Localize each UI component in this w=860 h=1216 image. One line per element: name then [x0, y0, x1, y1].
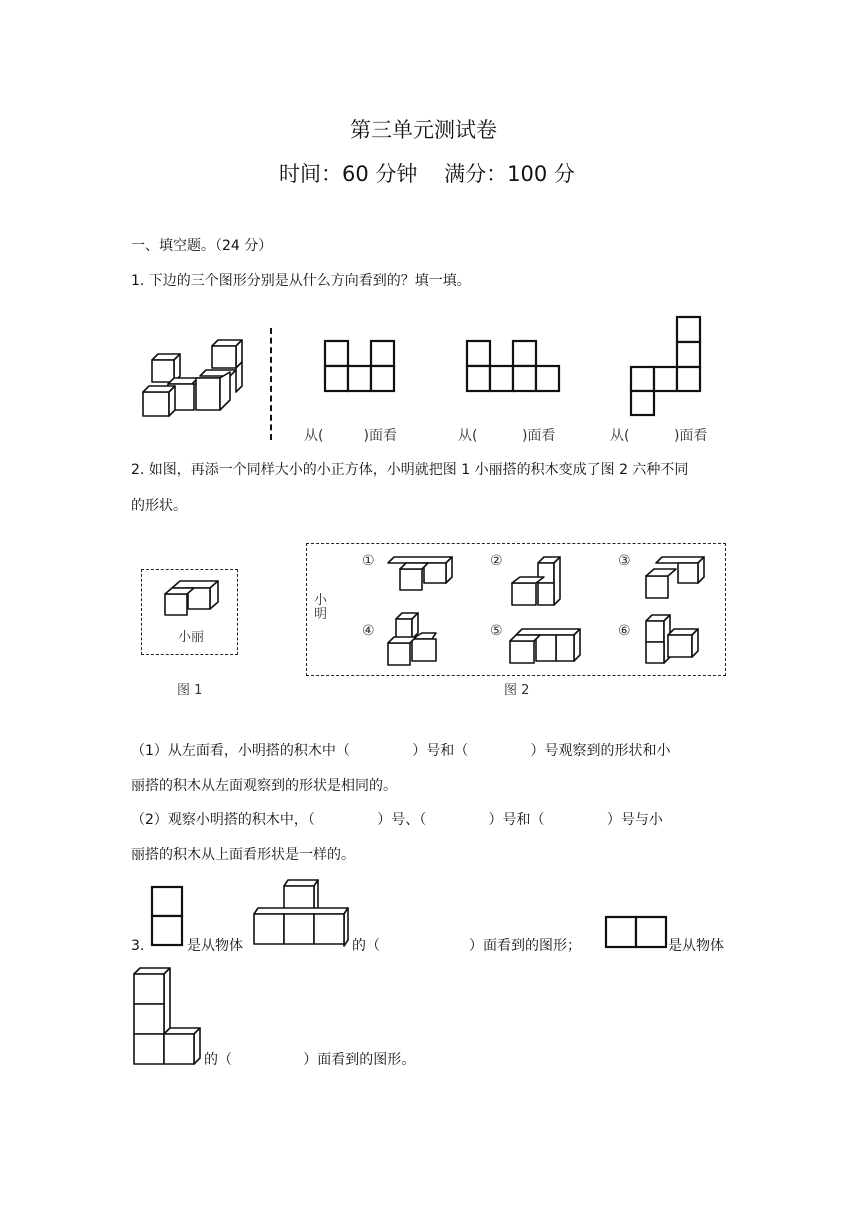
q1-label-1: 从( )面看 [304, 428, 397, 444]
figure-1-inner-label: 小丽 [178, 630, 205, 645]
variant-number-6: ⑥ [618, 623, 631, 639]
question-1-text: 1. 下边的三个图形分别是从什么方向看到的？填一填。 [131, 273, 471, 289]
variant-number-1: ① [362, 553, 375, 569]
q1-view-1 [324, 340, 404, 400]
figure-2-side-label: 小明 [314, 593, 328, 622]
q2-sub2-line2: 丽搭的积木从上面看形状是一样的。 [131, 847, 355, 863]
question-2-line2: 的形状。 [131, 498, 187, 514]
figure-1-caption: 图 1 [177, 683, 203, 698]
question-2-line1: 2. 如图，再添一个同样大小的小正方体，小明就把图 1 小丽搭的积木变成了图 2 六种不同 [131, 462, 689, 478]
q2-sub1-line2: 丽搭的积木从左面观察到的形状是相同的。 [131, 778, 397, 794]
q3-object-2 [130, 966, 206, 1068]
q1-view-2 [466, 340, 566, 400]
section-heading: 一、填空题。（24 分） [131, 238, 273, 254]
q3-view-wide [605, 916, 669, 950]
q2-sub1-line1: （1）从左面看，小明搭的积木中（ ）号和（ ）号观察到的形状和小 [131, 743, 671, 759]
page-subtitle: 时间：60 分钟 满分：100 分 [279, 162, 575, 186]
q3-text-d: 的（ ）面看到的图形。 [204, 1052, 416, 1068]
variant-number-3: ③ [618, 553, 631, 569]
q3-text-c: 是从物体 [668, 938, 724, 954]
q1-label-2: 从( )面看 [458, 428, 556, 444]
figure-2-caption: 图 2 [504, 683, 530, 698]
q3-text-a: 是从物体 [187, 938, 243, 954]
q1-label-3: 从( )面看 [610, 428, 708, 444]
page-title: 第三单元测试卷 [350, 118, 497, 142]
variant-number-2: ② [490, 553, 503, 569]
q3-text-b: 的（ ）面看到的图形； [352, 938, 582, 954]
dashed-divider [270, 328, 272, 440]
q3-object-1 [248, 878, 352, 948]
q1-view-3 [630, 316, 710, 416]
figure-2-variants [306, 543, 724, 674]
q3-number: 3. [131, 938, 145, 954]
figure-1-cubes [162, 580, 222, 620]
q1-isometric-solid [138, 336, 248, 426]
q3-view-tall [151, 886, 185, 948]
variant-number-4: ④ [362, 623, 375, 639]
variant-number-5: ⑤ [490, 623, 503, 639]
q2-sub2-line1: （2）观察小明搭的积木中，（ ）号、（ ）号和（ ）号与小 [131, 812, 663, 828]
